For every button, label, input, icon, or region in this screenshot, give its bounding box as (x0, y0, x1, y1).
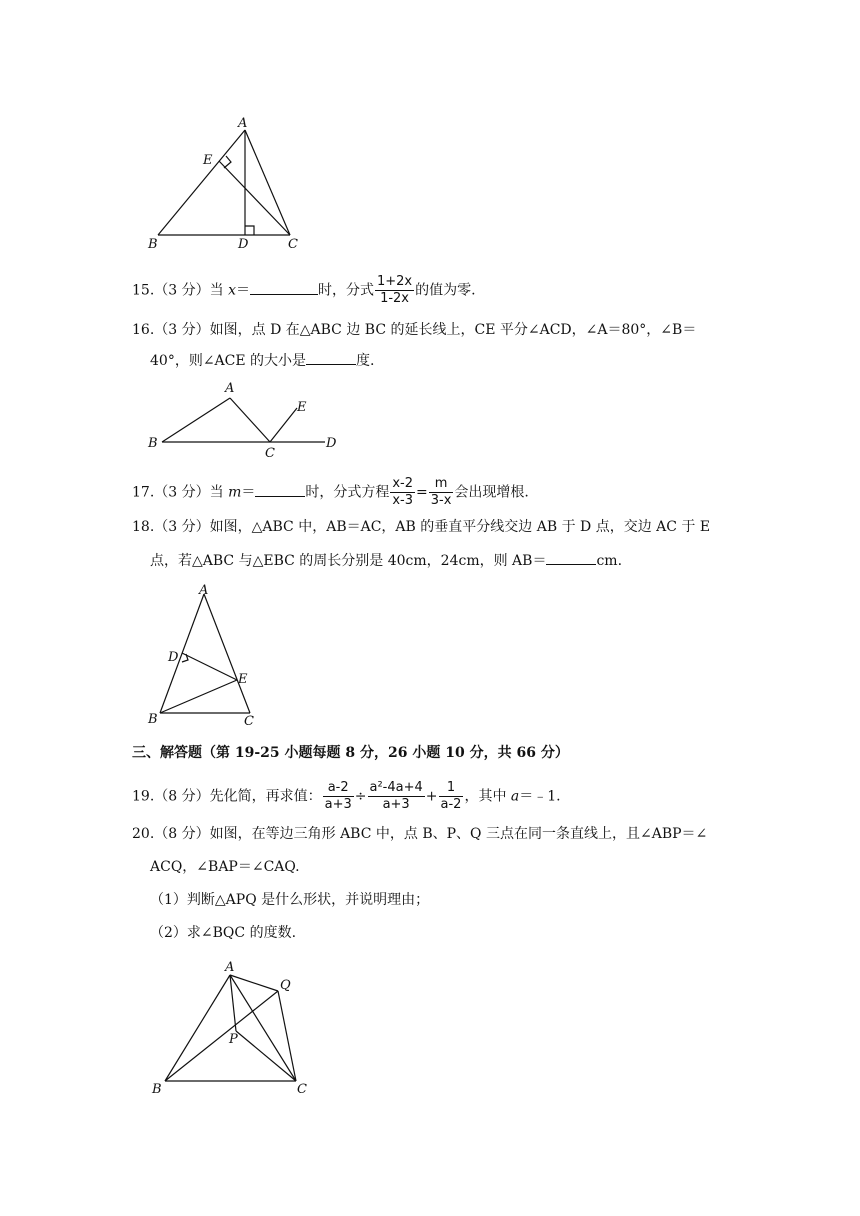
label-D: D (168, 650, 179, 665)
q18-answer-blank[interactable] (546, 550, 596, 565)
q19-frac-num: a²-4a+4 (369, 780, 423, 795)
q20-sub1-text: （1）判断△APQ 是什么形状，并说明理由； (150, 892, 430, 908)
q19-var: a (510, 788, 520, 805)
figure-q16 (140, 375, 350, 460)
q16-number: 16. (132, 322, 155, 338)
question-20-sub1 (150, 890, 429, 910)
label-E: E (297, 400, 307, 415)
q17-answer-blank[interactable] (255, 482, 305, 497)
q19-text: ＝﹣1. (519, 788, 561, 805)
q19-frac-num: 1 (439, 780, 464, 797)
question-20-line2 (150, 857, 300, 877)
q15-frac-den: 1-2x (380, 291, 410, 306)
q19-frac-den: a+3 (382, 797, 410, 812)
label-A: A (225, 960, 235, 975)
label-C: C (288, 237, 298, 252)
q17-frac-num: m (429, 476, 454, 493)
q17-text: 当 (209, 484, 229, 501)
q18-text: 点，若△ABC 与△EBC 的周长分别是 40cm，24cm，则 AB＝ (150, 553, 547, 569)
q17-frac-den: x-3 (392, 493, 414, 508)
q17-fraction-1 (390, 476, 415, 509)
q19-frac-den: a-2 (440, 797, 462, 812)
q18-text: cm. (596, 553, 623, 569)
q16-score: （3 分） (154, 322, 210, 338)
label-P: P (229, 1032, 238, 1047)
q20-text: ACQ，∠BAP＝∠CAQ. (150, 859, 300, 875)
q17-eq: = (416, 484, 428, 501)
section-3-heading: 三、解答题（第 19-25 小题每题 8 分，26 小题 10 分，共 66 分） (132, 745, 569, 761)
q19-frac-num: a-2 (323, 780, 354, 797)
label-E: E (203, 153, 213, 168)
q19-number: 19. (132, 788, 155, 805)
q15-text: ＝ (235, 282, 250, 299)
q17-text: 会出现增根. (454, 484, 529, 501)
question-20-sub2 (150, 923, 296, 943)
q19-fraction-2 (368, 780, 425, 813)
label-A: A (199, 583, 209, 598)
figure-q18 (140, 580, 270, 730)
q17-number: 17. (132, 484, 155, 501)
q20-sub2-text: （2）求∠BQC 的度数. (150, 925, 297, 941)
figure-q20 (140, 955, 320, 1100)
q17-text: 时，分式方程 (305, 484, 390, 501)
label-E: E (238, 672, 248, 687)
q17-var: m (228, 484, 242, 501)
q17-frac-num: x-2 (392, 476, 414, 491)
q15-text: 时，分式 (317, 282, 374, 299)
label-A: A (238, 116, 248, 131)
label-C: C (244, 714, 254, 729)
q16-text: 如图，点 D 在△ABC 边 BC 的延长线上，CE 平分∠ACD，∠A＝80°，∠B＝ (209, 322, 697, 338)
label-D: D (238, 237, 249, 252)
question-16-line1 (132, 320, 696, 340)
q17-frac-den: 3-x (430, 493, 452, 508)
q20-score: （8 分） (154, 826, 210, 842)
q19-frac-den: a+3 (324, 797, 352, 812)
question-20-line1 (132, 824, 707, 844)
q16-text: 度. (356, 353, 375, 369)
q15-answer-blank[interactable] (250, 280, 318, 295)
q19-text: 先化简，再求值： (209, 788, 322, 805)
label-C: C (297, 1082, 307, 1097)
figure-q14 (140, 115, 310, 255)
q19-fraction-1 (323, 780, 354, 813)
q17-text: ＝ (241, 484, 256, 501)
question-15 (132, 274, 476, 307)
label-C: C (265, 446, 275, 460)
q15-number: 15. (132, 282, 155, 299)
q19-score: （8 分） (154, 788, 210, 805)
q15-fraction (375, 274, 414, 307)
question-18-line1 (132, 517, 710, 537)
q15-score: （3 分） (154, 282, 210, 299)
question-17 (132, 476, 529, 509)
q19-fraction-3 (439, 780, 464, 813)
q19-op: + (425, 788, 438, 805)
q15-text: 当 (209, 282, 229, 299)
question-18-line2 (150, 550, 622, 571)
q20-text: 如图，在等边三角形 ABC 中，点 B、P、Q 三点在同一条直线上，且∠ABP＝∠ (209, 826, 708, 842)
q19-op: ÷ (354, 788, 367, 805)
q19-text: ，其中 (464, 788, 511, 805)
label-D: D (326, 436, 337, 451)
question-19 (132, 780, 561, 813)
label-B: B (152, 1082, 162, 1097)
q17-fraction-2 (429, 476, 454, 509)
q15-frac-num: 1+2x (376, 274, 413, 289)
label-B: B (148, 237, 158, 252)
q16-text: 40°，则∠ACE 的大小是 (150, 353, 307, 369)
q15-text: 的值为零. (415, 282, 476, 299)
label-A: A (225, 381, 235, 396)
label-B: B (148, 436, 158, 451)
q16-answer-blank[interactable] (306, 350, 356, 365)
q18-text: 如图，△ABC 中，AB＝AC，AB 的垂直平分线交边 AB 于 D 点，交边 AC 于 E (209, 519, 711, 535)
question-16-line2 (150, 350, 375, 371)
q18-score: （3 分） (154, 519, 210, 535)
label-B: B (148, 712, 158, 727)
label-Q: Q (280, 978, 291, 993)
q18-number: 18. (132, 519, 155, 535)
q20-number: 20. (132, 826, 155, 842)
q15-var: x (228, 282, 236, 299)
q17-score: （3 分） (154, 484, 210, 501)
